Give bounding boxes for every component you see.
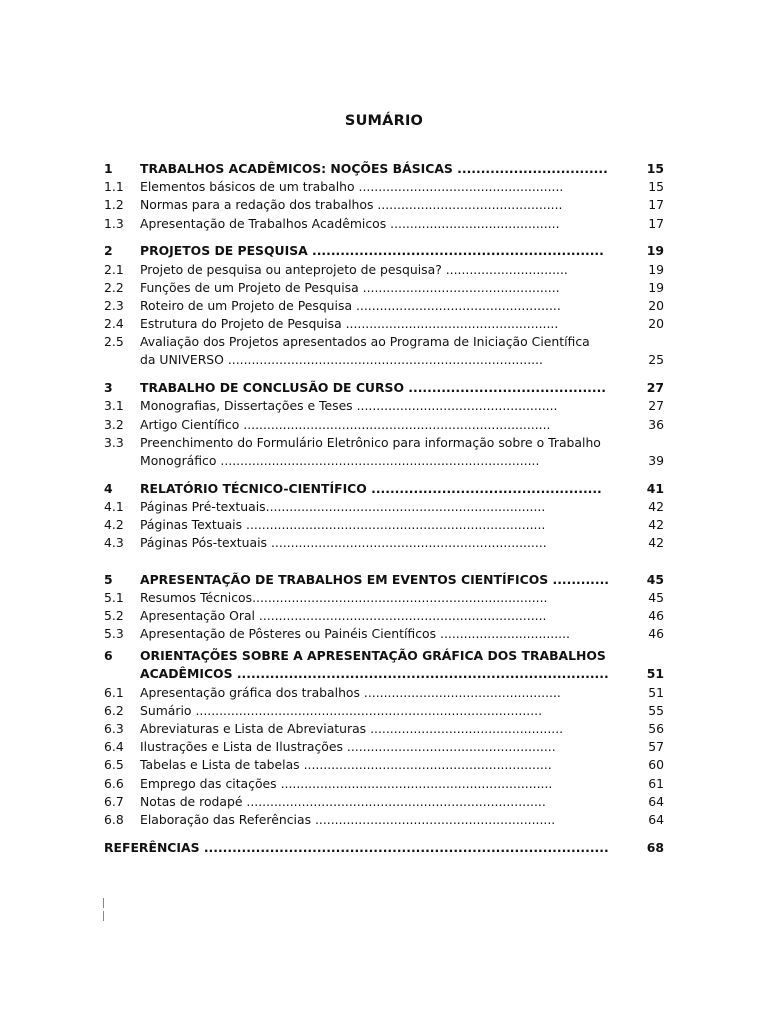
toc-entry-title-text: Ilustrações e Lista de Ilustrações <box>140 739 343 755</box>
toc-entry-number: 3 <box>104 380 113 396</box>
toc-entry-row <box>104 647 664 665</box>
toc-entry-row <box>104 333 664 351</box>
toc-page-number: 51 <box>646 666 664 682</box>
toc-entry-title-text: Apresentação Oral <box>140 607 255 623</box>
toc-entry-number: 6.8 <box>104 811 124 827</box>
toc-entry-number: 1.2 <box>104 197 124 213</box>
toc-entry-row <box>104 702 664 720</box>
toc-leader-dots: ................................................. <box>366 480 602 496</box>
toc-entry-number: 2 <box>104 243 113 259</box>
toc-page-number: 41 <box>646 480 664 496</box>
toc-entry-title <box>140 738 556 756</box>
toc-entry-number: 6.7 <box>104 793 124 809</box>
toc-entry-title <box>140 215 560 233</box>
toc-leader-dots: ............................................................................ <box>242 517 546 533</box>
toc-entry-title <box>140 196 562 214</box>
toc-entry-row <box>104 625 664 643</box>
toc-section <box>104 379 664 470</box>
toc-entry-title <box>140 351 543 369</box>
toc-entry-title-text: Funções de um Projeto de Pesquisa <box>140 279 359 295</box>
toc-page-number: 20 <box>648 316 664 332</box>
toc-entry-row <box>104 397 664 415</box>
toc-entry-title <box>140 793 546 811</box>
toc-entry-title-text: Páginas Pós-textuais <box>140 535 267 551</box>
toc-entry-title <box>140 625 570 643</box>
toc-page-number: 55 <box>648 702 664 718</box>
toc-leader-dots: ............................................................... <box>299 757 552 773</box>
toc-entry-number: 4.1 <box>104 498 124 514</box>
toc-entry-row <box>104 452 664 470</box>
toc-leader-dots: ............................................................................ <box>242 793 546 809</box>
toc-entry-title <box>140 756 552 774</box>
toc-entry-title <box>140 379 606 397</box>
toc-leader-dots: .................................................... <box>352 297 561 313</box>
toc-entry-row <box>104 379 664 397</box>
toc-entry-row <box>104 160 664 178</box>
toc-entry-title-text: TRABALHO DE CONCLUSÃO DE CURSO <box>140 380 404 396</box>
toc-entry-title <box>140 434 601 452</box>
toc-entry-number: 5 <box>104 571 113 587</box>
section-spacer <box>104 470 664 480</box>
toc-entry-title-text: Páginas Textuais <box>140 517 243 533</box>
toc-entry-number: 6.4 <box>104 739 124 755</box>
toc-entry-title <box>140 811 555 829</box>
toc-leader-dots: ................................. <box>436 626 570 642</box>
toc-entry-row <box>104 178 664 196</box>
toc-leader-dots: ............................... <box>441 261 568 277</box>
toc-entry-row <box>104 793 664 811</box>
toc-entry-row <box>104 242 664 260</box>
toc-leader-dots: ...................................................... <box>341 316 559 332</box>
toc-entry-title-text: PROJETOS DE PESQUISA <box>140 243 308 259</box>
toc-entry-row <box>104 589 664 607</box>
toc-entry-title-text: Elementos básicos de um trabalho <box>140 179 355 195</box>
toc-leader-dots: ...................................................................... <box>267 535 547 551</box>
toc-leader-dots: .............................................................. <box>307 243 604 259</box>
toc-page-number: 46 <box>648 626 664 642</box>
toc-references-title <box>104 839 609 857</box>
toc-entry-title-text: APRESENTAÇÃO DE TRABALHOS EM EVENTOS CIENTÍFICOS <box>140 571 549 587</box>
toc-page-number: 57 <box>648 739 664 755</box>
toc-leader-dots: .................................................. <box>358 279 560 295</box>
toc-entry-number: 6 <box>104 648 113 664</box>
toc-leader-dots: ................................ <box>452 161 608 176</box>
toc-entry-row <box>104 811 664 829</box>
toc-entry-row <box>104 738 664 756</box>
toc-leader-dots: ................................................. <box>366 721 564 737</box>
toc-entry-row <box>104 684 664 702</box>
toc-entry-title-text: Sumário <box>140 702 192 718</box>
toc-entry-row <box>104 315 664 333</box>
toc-entry-number: 2.1 <box>104 261 124 277</box>
toc-entry-row <box>104 297 664 315</box>
toc-entry-title <box>140 261 568 279</box>
margin-mark <box>103 898 104 908</box>
toc-page-number: 19 <box>646 243 664 259</box>
toc-entry-title-text: Normas para a redação dos trabalhos <box>140 197 374 213</box>
toc-leader-dots: .............................................................................. <box>239 416 551 432</box>
toc-page-number: 19 <box>648 261 664 277</box>
toc-page-number: 15 <box>646 161 664 176</box>
toc-entry-title-text: TRABALHOS ACADÊMICOS: NOÇÕES BÁSICAS <box>140 161 453 176</box>
toc-entry-title <box>140 607 546 625</box>
toc-entry-title <box>140 242 604 260</box>
toc-entry-row <box>104 215 664 233</box>
toc-entry-title-text: Abreviaturas e Lista de Abreviaturas <box>140 721 367 737</box>
toc-entry-title <box>140 160 608 178</box>
toc-entry-number: 6.3 <box>104 721 124 737</box>
document-title: SUMÁRIO <box>344 113 424 129</box>
toc-leader-dots: ...................................................................................... <box>199 839 609 855</box>
section-spacer <box>104 370 664 380</box>
toc-entry-row <box>104 351 664 369</box>
toc-leader-dots: ..................................................................... <box>276 775 553 791</box>
toc-references-row <box>104 839 664 857</box>
toc-page-number: 19 <box>648 279 664 295</box>
toc-leader-dots: ....................................................................... <box>265 498 546 514</box>
section-spacer <box>104 233 664 243</box>
toc-leader-dots: ................................................................................. <box>216 453 540 468</box>
toc-entry-title <box>140 516 545 534</box>
toc-page-number: 60 <box>648 757 664 773</box>
toc-entry-row <box>104 775 664 793</box>
toc-section <box>104 647 664 829</box>
toc-page-number: 20 <box>648 297 664 313</box>
toc-entry-number: 5.3 <box>104 626 124 642</box>
toc-page-number: 17 <box>648 197 664 213</box>
toc-entry-row <box>104 665 664 683</box>
toc-entry-number: 1.3 <box>104 215 124 231</box>
margin-mark <box>103 911 104 921</box>
toc-entry-title-text: Preenchimento do Formulário Eletrônico para informação sobre o Trabalho <box>140 434 601 450</box>
toc-entry-number: 5.1 <box>104 589 124 605</box>
toc-entry-title <box>140 571 609 589</box>
toc-entry-number: 6.6 <box>104 775 124 791</box>
toc-entry-row <box>104 480 664 498</box>
toc-page-number: 56 <box>648 721 664 737</box>
toc-page-number: 68 <box>646 839 664 855</box>
toc-entry-title <box>140 702 542 720</box>
toc-page-number: 64 <box>648 811 664 827</box>
toc-leader-dots: ............................................................. <box>311 811 556 827</box>
toc-entry-title-text: Roteiro de um Projeto de Pesquisa <box>140 297 353 313</box>
toc-entry-title <box>140 397 557 415</box>
toc-leader-dots: ........................................................................... <box>252 589 548 605</box>
toc-entry-title <box>140 297 561 315</box>
toc-entry-row <box>104 498 664 516</box>
toc-entry-title-text: Projeto de pesquisa ou anteprojeto de pesquisa? <box>140 261 442 277</box>
toc-entry-title-text: Avaliação dos Projetos apresentados ao Programa de Iniciação Científica <box>140 334 590 350</box>
toc-entry-number: 3.1 <box>104 398 124 414</box>
toc-entry-number: 4.2 <box>104 517 124 533</box>
toc-entry-title <box>140 534 547 552</box>
toc-section <box>104 571 664 644</box>
toc-entry-title-text: Monografias, Dissertações e Teses <box>140 398 353 414</box>
toc-entry-number: 3.2 <box>104 416 124 432</box>
toc-entry-number: 2.4 <box>104 316 124 332</box>
toc-leader-dots: ................................................... <box>352 398 558 414</box>
toc-entry-title-text: ACADÊMICOS <box>140 666 233 682</box>
toc-entry-title <box>140 775 552 793</box>
toc-entry-row <box>104 516 664 534</box>
toc-entry-number: 4 <box>104 480 113 496</box>
toc-entry-title-text: Tabelas e Lista de tabelas <box>140 757 300 773</box>
toc-entry-number: 1 <box>104 161 113 176</box>
toc-entry-number: 3.3 <box>104 434 124 450</box>
section-spacer <box>104 553 664 571</box>
toc-leader-dots: ............................................................................... <box>232 666 609 682</box>
toc-page-number: 51 <box>648 684 664 700</box>
toc-entry-title <box>140 480 602 498</box>
toc-section <box>104 480 664 553</box>
toc-entry-row <box>104 416 664 434</box>
toc-entry-row <box>104 571 664 589</box>
toc-entry-row <box>104 607 664 625</box>
table-of-contents <box>104 160 664 857</box>
toc-entry-title-text: Resumos Técnicos <box>140 589 253 605</box>
section-spacer <box>104 829 664 839</box>
toc-entry-number: 2.2 <box>104 279 124 295</box>
toc-entry-number: 6.5 <box>104 757 124 773</box>
toc-leader-dots: .................................................... <box>354 179 564 195</box>
toc-leader-dots: .......................................... <box>403 380 606 396</box>
toc-page-number: 42 <box>648 517 664 533</box>
toc-entry-title-text: Páginas Pré-textuais <box>140 498 266 514</box>
toc-page-number: 46 <box>648 607 664 623</box>
toc-entry-row <box>104 434 664 452</box>
toc-entry-row <box>104 196 664 214</box>
toc-entry-number: 6.1 <box>104 684 124 700</box>
toc-leader-dots: ......................................................................... <box>254 607 547 623</box>
toc-entry-title <box>140 416 550 434</box>
toc-leader-dots: ............ <box>548 571 610 587</box>
toc-references-label: REFERÊNCIAS <box>104 839 200 855</box>
toc-entry-title-text: Estrutura do Projeto de Pesquisa <box>140 316 342 332</box>
toc-leader-dots: ............................................... <box>373 197 563 213</box>
toc-entry-title-text: Emprego das citações <box>140 775 277 791</box>
toc-page-number: 15 <box>648 179 664 195</box>
toc-leader-dots: ........................................... <box>386 215 560 231</box>
toc-entry-number: 4.3 <box>104 535 124 551</box>
toc-entry-title-text: Apresentação de Pôsteres ou Painéis Científicos <box>140 626 437 642</box>
toc-entry-title-text: Notas de rodapé <box>140 793 243 809</box>
toc-page-number: 45 <box>648 589 664 605</box>
toc-page-number: 27 <box>646 380 664 396</box>
toc-leader-dots: ........................................................................................ <box>191 702 543 718</box>
toc-entry-title <box>140 452 539 470</box>
toc-entry-title-text: Apresentação de Trabalhos Acadêmicos <box>140 215 387 231</box>
toc-entry-row <box>104 279 664 297</box>
toc-page-number: 61 <box>648 775 664 791</box>
toc-page-number: 17 <box>648 215 664 231</box>
toc-page-number: 39 <box>648 453 664 468</box>
toc-entry-title <box>140 684 561 702</box>
toc-leader-dots: ..................................................... <box>342 739 556 755</box>
toc-page-number: 42 <box>648 498 664 514</box>
toc-entry-title-text: Apresentação gráfica dos trabalhos <box>140 684 360 700</box>
toc-entry-row <box>104 756 664 774</box>
toc-entry-number: 1.1 <box>104 179 124 195</box>
toc-entry-number: 5.2 <box>104 607 124 623</box>
margin-marks <box>103 898 104 924</box>
toc-entry-title <box>140 647 606 665</box>
toc-entry-title <box>140 333 590 351</box>
toc-entry-title-text: Artigo Científico <box>140 416 240 432</box>
toc-page-number: 42 <box>648 535 664 551</box>
toc-entry-number: 6.2 <box>104 702 124 718</box>
toc-entry-title-text: da UNIVERSO <box>140 352 224 368</box>
toc-page-number: 36 <box>648 416 664 432</box>
toc-page-number: 64 <box>648 793 664 809</box>
toc-entry-title-text: Elaboração das Referências <box>140 811 312 827</box>
toc-entry-title-text: ORIENTAÇÕES SOBRE A APRESENTAÇÃO GRÁFICA DOS TRABALHOS <box>140 648 606 664</box>
toc-entry-title <box>140 498 545 516</box>
toc-entry-title <box>140 279 560 297</box>
toc-entry-title <box>140 315 558 333</box>
toc-entry-row <box>104 534 664 552</box>
toc-entry-row <box>104 261 664 279</box>
toc-entry-number: 2.5 <box>104 334 124 350</box>
toc-entry-title-text: RELATÓRIO TÉCNICO-CIENTÍFICO <box>140 480 367 496</box>
toc-entry-title-text: Monográfico <box>140 453 217 468</box>
toc-leader-dots: ................................................................................ <box>223 352 543 368</box>
toc-section <box>104 242 664 369</box>
toc-page-number: 45 <box>646 571 664 587</box>
toc-page-number: 27 <box>648 398 664 414</box>
toc-entry-title <box>140 589 547 607</box>
toc-entry-title <box>140 665 609 683</box>
toc-page-number: 25 <box>648 352 664 368</box>
toc-leader-dots: .................................................. <box>359 684 561 700</box>
toc-entry-number: 2.3 <box>104 297 124 313</box>
toc-entry-row <box>104 720 664 738</box>
toc-section <box>104 160 664 233</box>
toc-entry-title <box>140 178 563 196</box>
toc-entry-title <box>140 720 563 738</box>
